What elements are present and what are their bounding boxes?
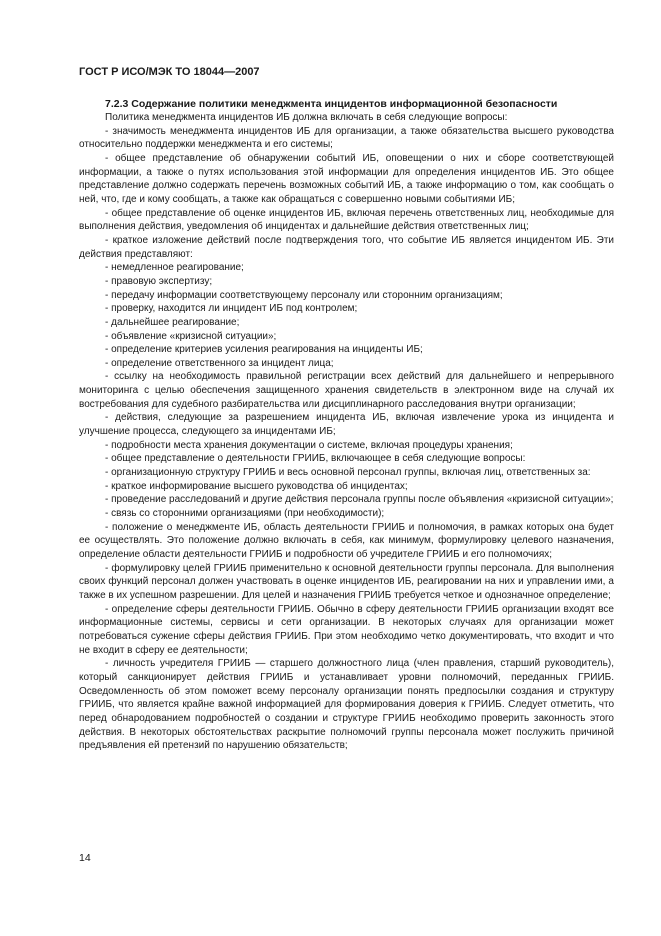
section-7-2-3 — [79, 98, 614, 753]
paragraph-0: Политика менеджмента инцидентов ИБ должна включать в себя следующие вопросы: — [105, 112, 508, 123]
paragraph-13: - ссылку на необходимость правильной регистрации всех действий для дальнейшего и непрерывного мониторинга с целью обеспечения защищенного хранения свидетельств в электронном виде на случай их востребования для судебного разбирательства или дисциплинарного расследования внутри организации; — [79, 371, 614, 410]
paragraph-22: - формулировку целей ГРИИБ применительно к основной деятельности группы персонала. Для выполнения своих функций персонал должен участвовать в оценке инцидентов ИБ, реагировании на них и управлении ими, а также в их успешном разрешении. Для целей и назначения ГРИИБ требуется четкое и однозначное определение; — [79, 562, 614, 601]
paragraph-6: - правовую экспертизу; — [105, 275, 213, 287]
paragraph-2: - общее представление об обнаружении событий ИБ, оповещении о них и сборе соответствующей информации, а также о путях использования этой информации для определения инцидентов ИБ. Это общее представление должно содержать перечень возможных событий ИБ, а также информацию о том, как сообщать о ней, что, где и кому сообщать, а также как обращаться с совершенно новыми событиями ИБ; — [79, 152, 614, 205]
paragraph-15: - подробности места хранения документации о системе, включая процедуры хранения; — [105, 439, 513, 451]
paragraph-14: - действия, следующие за разрешением инцидента ИБ, включая извлечение урока из инцидента и улучшение процесса, следующего за инцидентами ИБ; — [79, 412, 614, 438]
paragraph-20: - связь со сторонними организациями (при необходимости); — [105, 508, 385, 520]
paragraph-23: - определение сферы деятельности ГРИИБ. Обычно в сферу деятельности ГРИИБ организации входят все информационные системы, сервисы и сети организации. В некоторых случаях для организации может потребоваться сужение сферы действия ГРИИБ. При этом необходимо четко документировать, что входит и что не входит в сферу ее деятельности; — [79, 603, 614, 656]
paragraph-7: - передачу информации соответствующему персоналу или сторонним организациям; — [105, 289, 503, 301]
paragraph-4: - краткое изложение действий после подтверждения того, что событие ИБ является инцидентом ИБ. Эти действия представляют: — [79, 234, 614, 260]
paragraph-17: - организационную структуру ГРИИБ и весь основной персонал группы, включая лиц, ответственных за: — [105, 467, 591, 479]
paragraph-19: - проведение расследований и другие действия персонала группы после объявления «кризисной ситуации»; — [105, 494, 614, 506]
paragraph-1: - значимость менеджмента инцидентов ИБ для организации, а также обязательства высшего руководства относительно поддержки менеджмента и его системы; — [79, 125, 614, 151]
paragraph-8: - проверку, находится ли инцидент ИБ под контролем; — [105, 303, 358, 315]
document-header: ГОСТ Р ИСО/МЭК ТО 18044—2007 — [79, 66, 260, 78]
page-number: 14 — [79, 852, 91, 864]
paragraph-11: - определение критериев усиления реагирования на инциденты ИБ; — [105, 344, 423, 356]
paragraph-10: - объявление «кризисной ситуации»; — [105, 330, 277, 342]
paragraph-16: - общее представление о деятельности ГРИИБ, включающее в себя следующие вопросы: — [105, 453, 526, 465]
paragraph-9: - дальнейшее реагирование; — [105, 316, 240, 328]
paragraph-5: - немедленное реагирование; — [105, 262, 244, 274]
paragraph-24: - личность учредителя ГРИИБ — старшего должностного лица (член правления, старший руководитель), который санкционирует действия ГРИИБ и устанавливает уровни полномочий, переданных ГРИИБ. Осведомленность об этом поможет всему персоналу организации понять предпосылки создания и структуру ГРИИБ, что является крайне важной информацией для формирования доверия к ГРИИБ. Следует отметить, что перед обнародованием подробностей о создании и структуре ГРИИБ необходимо проверить законность этого действия. В некоторых обстоятельствах раскрытие полномочий группы персонала может послужить причиной предъявления ей претензий по нарушению обязательств; — [79, 658, 614, 752]
paragraph-3: - общее представление об оценке инцидентов ИБ, включая перечень ответственных лиц, необходимые для выполнения действия, уведомления об инцидентах и дальнейшие действия ответственных лиц; — [79, 207, 614, 233]
paragraph-21: - положение о менеджменте ИБ, область деятельности ГРИИБ и полномочия, в рамках которых она будет ее осуществлять. Это положение должно включать в себя, как минимум, формулировку целевого назначения, определение области деятельности ГРИИБ и подробности об учредителе ГРИИБ и его полномочиях; — [79, 521, 614, 560]
section-title: 7.2.3 Содержание политики менеджмента инцидентов информационной безопасности — [105, 98, 558, 110]
paragraph-12: - определение ответственного за инцидент лица; — [105, 357, 334, 369]
paragraph-18: - краткое информирование высшего руководства об инцидентах; — [105, 480, 408, 492]
